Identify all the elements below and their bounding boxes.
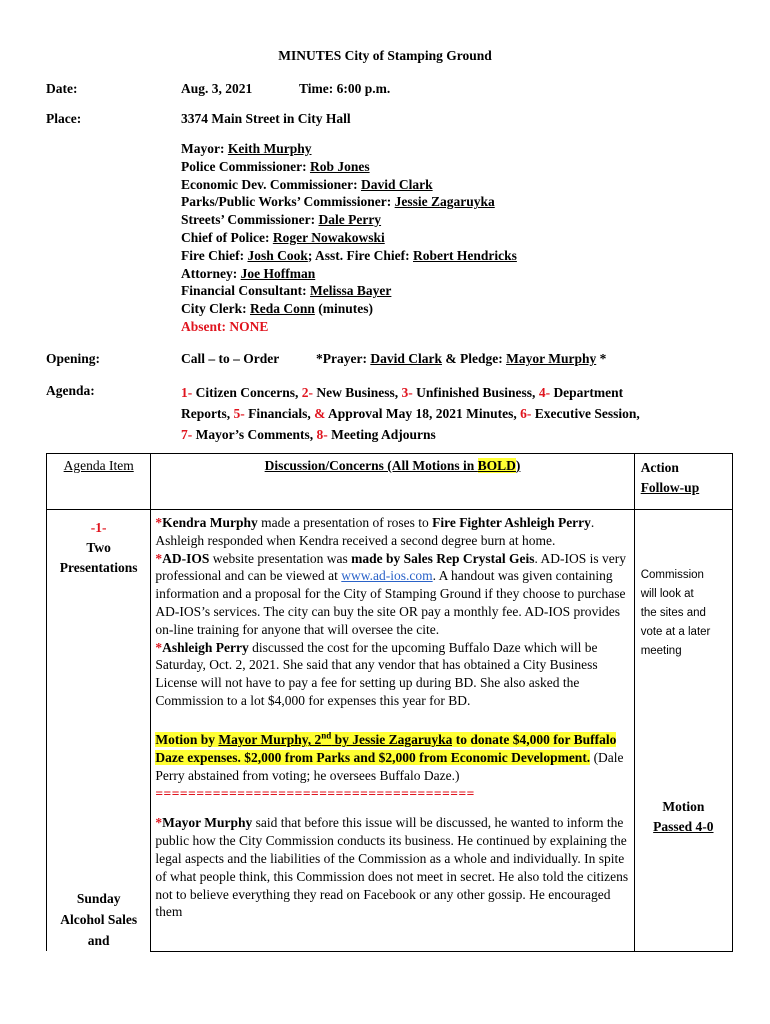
header-discussion xyxy=(151,454,634,510)
item-cell-presentations xyxy=(47,510,151,952)
agenda-line-2: Reports, 5- Financials, & Approval May 18, 2021 Minutes, 6- Executive Session, xyxy=(181,406,640,421)
official-clerk: City Clerk: Reda Conn (minutes) xyxy=(181,301,373,317)
para-motion: Motion by Mayor Murphy, 2nd by Jessie Zagaruyka to donate $4,000 for Buffalo Daze expenses. $2,000 from Parks and $2,000 from Economic Development. (Dale Perry abstained from voting; he oversees Buffalo Daze.) xyxy=(155,730,624,783)
place-value: 3374 Main Street in City Hall xyxy=(181,111,351,126)
officials-list xyxy=(181,140,517,336)
opening-prayer-pledge: *Prayer: David Clark & Pledge: Mayor Murphy * xyxy=(316,351,607,366)
official-police: Police Commissioner: Rob Jones xyxy=(181,158,370,174)
discussion-cell xyxy=(151,510,634,952)
time-value: Time: 6:00 p.m. xyxy=(299,81,391,96)
agenda-list xyxy=(181,382,640,445)
official-police-chief: Chief of Police: Roger Nowakowski xyxy=(181,229,385,245)
official-fire-chiefs: Fire Chief: Josh Cook; Asst. Fire Chief: Robert Hendricks xyxy=(181,247,517,263)
official-econ: Economic Dev. Commissioner: David Clark xyxy=(181,176,433,192)
date-value: Aug. 3, 2021 xyxy=(181,81,253,96)
header-agenda-item-text: Agenda Item xyxy=(63,458,134,473)
place-label: Place: xyxy=(46,111,82,126)
header-action xyxy=(634,454,732,510)
followup-motion: Motion Passed 4-0 xyxy=(653,799,714,834)
para-mayor: *Mayor Murphy said that before this issue will be discussed, he wanted to inform the public how the City Commission conducts its business. He continued by explaining the legal aspects and the liabilities of the Commission as a whole and individually. In spite of what people think, this Commission does not meet in secret. He also told the citizens not to believe everything they read on Facebook or any other gossip. He encouraged them xyxy=(155,815,629,920)
date-label: Date: xyxy=(46,81,78,96)
para-adios: *AD-IOS website presentation was made by Sales Rep Crystal Geis. AD-IOS is very professional and can be viewed at www.ad-ios.com. A handout was given containing information and a proposal for the City of Stamping Ground if they choose to purchase AD-IOS’s services. The city can buy the site OR pay a monthly fee. AD-IOS provides on-line training for anyone that will oversee the cite. xyxy=(155,550,626,637)
opening-label: Opening: xyxy=(46,351,101,366)
official-mayor: Mayor: Keith Murphy xyxy=(181,141,312,156)
separator-line: ======================================= xyxy=(155,785,475,801)
header-action-text: Action Follow-up xyxy=(640,460,700,495)
para-kendra: *Kendra Murphy made a presentation of roses to Fire Fighter Ashleigh Perry. Ashleigh responded when Kendra received a second degree burn at home. xyxy=(155,515,595,548)
official-parks: Parks/Public Works’ Commissioner: Jessie Zagaruyka xyxy=(181,194,495,210)
discussion-text xyxy=(151,510,633,921)
agenda-line-1: 1- Citizen Concerns, 2- New Business, 3- Unfinished Business, 4- Department xyxy=(181,385,624,400)
item-presentations-text: -1- Two Presentations xyxy=(59,520,138,575)
followup-commission: Commission will look at the sites and vote at a later meeting xyxy=(640,569,711,657)
table-row-presentations xyxy=(47,510,733,952)
motion-mayor: Mayor Murphy, 2nd by Jessie Zagaruyka xyxy=(218,730,453,748)
followup-cell xyxy=(634,510,732,952)
official-financial: Financial Consultant: Melissa Bayer xyxy=(181,283,392,299)
minutes-table xyxy=(46,453,733,952)
agenda-line-3: 7- Mayor’s Comments, 8- Meeting Adjourns xyxy=(181,427,436,442)
para-ashleigh: *Ashleigh Perry discussed the cost for the upcoming Buffalo Daze which will be Saturday, Oct. 2, 2021. She said that any vendor that has obtained a City Business License will not have to pay a fee for setting up during BD. She also asked the Commission to a lot $4,000 for expenses this year for BD. xyxy=(155,639,598,708)
agenda-label: Agenda: xyxy=(46,383,95,398)
adios-link[interactable]: www.ad-ios.com xyxy=(341,568,433,584)
official-attorney: Attorney: Joe Hoffman xyxy=(181,265,316,281)
item-sunday-alcohol-text: Sunday Alcohol Sales and xyxy=(60,891,138,948)
document-title: MINUTES City of Stamping Ground xyxy=(278,48,492,63)
official-streets: Streets’ Commissioner: Dale Perry xyxy=(181,212,382,228)
absent-line: Absent: NONE xyxy=(181,318,269,334)
header-discussion-text: Discussion/Concerns (All Motions in BOLD) xyxy=(264,458,521,473)
opening-call: Call – to – Order xyxy=(181,351,280,366)
